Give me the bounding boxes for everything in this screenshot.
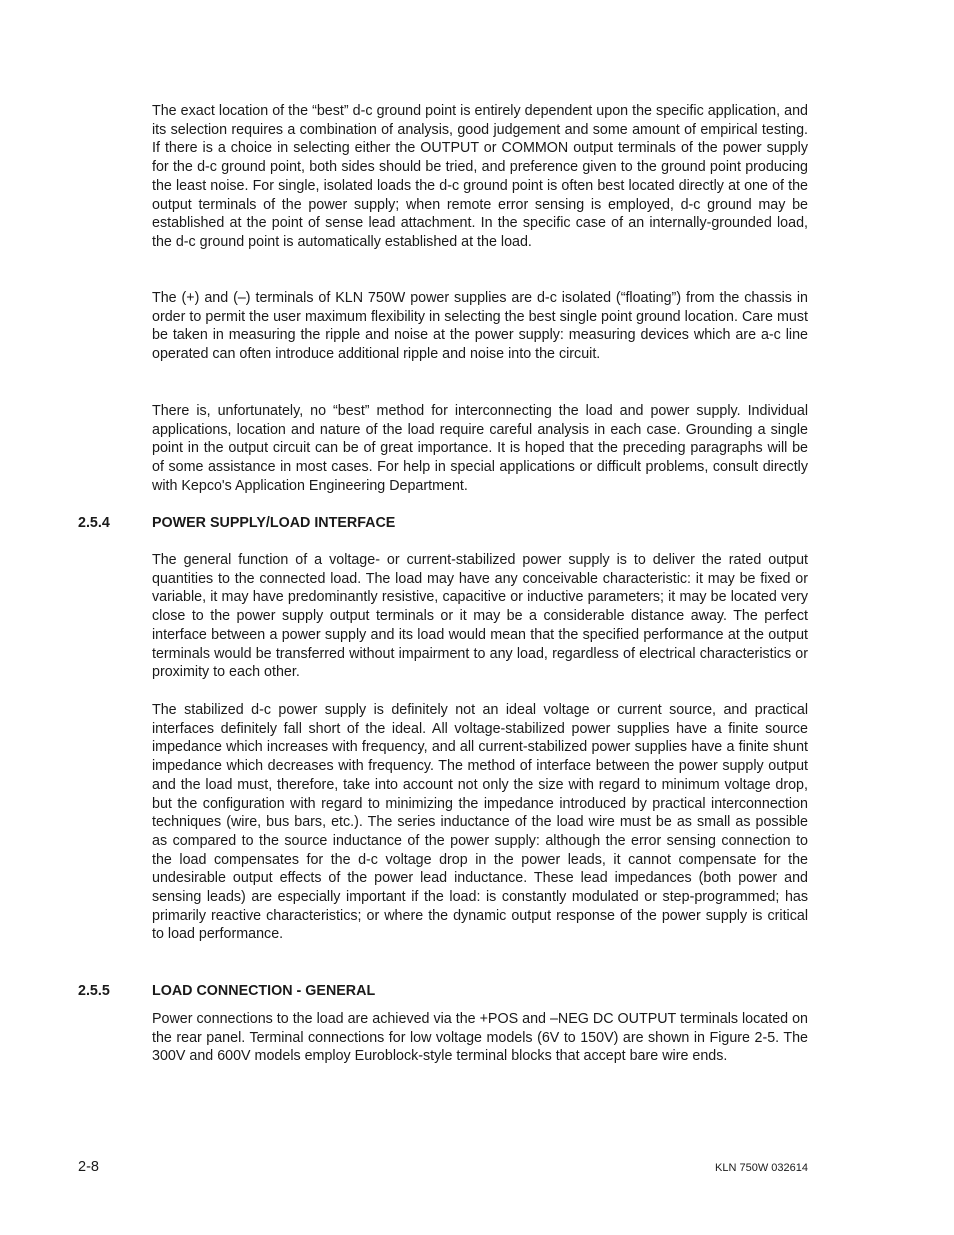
document-id: KLN 750W 032614 [715,1162,808,1174]
section-number: 2.5.4 [78,515,110,531]
section-title: POWER SUPPLY/LOAD INTERFACE [152,515,396,531]
paragraph-floating-terminals: The (+) and (–) terminals of KLN 750W power supplies are d-c isolated (“floating”) from the chassis in order to permit the user maximum flexibility in selecting the best single point ground location. Care must be taken in measuring the ripple and noise at the power supply: measuring devices which are a-c line operated can often introduce additional ripple and noise into the circuit. [152,290,808,363]
section-title: LOAD CONNECTION - GENERAL [152,983,376,999]
paragraph-dc-ground-location: The exact location of the “best” d-c ground point is entirely dependent upon the specific application, and its selection requires a combination of analysis, good judgement and some amount of empirical testing. If there is a choice in selecting either the OUTPUT or COMMON output terminals of the power supply for the d-c ground point, both sides should be tried, and preference given to the ground point producing the least noise. For single, isolated loads the d-c ground point is often best located directly at one of the output terminals of the power supply; when remote error sensing is employed, d-c ground may be established at the point of sense lead attachment. In the specific case of an internally-grounded load, the d-c ground point is automatically established at the load. [152,103,808,250]
section-number: 2.5.5 [78,983,110,999]
paragraph-power-connections: Power connections to the load are achieved via the +POS and –NEG DC OUTPUT terminals located on the rear panel. Terminal connections for low voltage models (6V to 150V) are shown in Figure 2-5. The 300V and 600V models employ Euroblock-style terminal blocks that accept bare wire ends. [152,1011,808,1065]
paragraph-interconnecting-method: There is, unfortunately, no “best” method for interconnecting the load and power supply. Individual applications, location and nature of the load require careful analysis in each case. Grounding a single point in the output circuit can be of great importance. It is hoped that the preceding paragraphs will be of some assistance in most cases. For help in special applications or difficult problems, consult directly with Kepco's Application Engineering Department. [152,403,808,494]
section-heading-2-5-5 [78,982,375,1000]
paragraph-stabilized-supply: The stabilized d-c power supply is definitely not an ideal voltage or current source, and practical interfaces definitely fall short of the ideal. All voltage-stabilized power supplies have a finite source impedance which increases with frequency, and all current-stabilized power supplies have a finite shunt impedance which decreases with frequency. The method of interface between the power supply output and the load must, therefore, take into account not only the size with regard to minimum voltage drop, but the configuration with regard to minimizing the impedance introduced by practical interconnection techniques (wire, bus bars, etc.). The series inductance of the load wire must be as small as possible as compared to the source inductance of the power supply: although the error sensing connection to the load compensates for the d-c voltage drop in the power leads, it cannot compensate for the undesirable output effects of the power lead inductance. These lead impedances (both power and sensing leads) are especially important if the load: is constantly modulated or step-programmed; has primarily reactive characteristics; or where the dynamic output response of the power supply is critical to load performance. [152,702,808,943]
section-heading-2-5-4 [78,514,395,532]
page-number: 2-8 [78,1159,99,1175]
paragraph-general-function: The general function of a voltage- or current-stabilized power supply is to deliver the rated output quantities to the connected load. The load may have any conceivable characteristic: it may be fixed or variable, it may have predominantly resistive, capacitive or inductive parameters; it may be located very close to the power supply output terminals or it may be a considerable distance away. The perfect interface between a power supply and its load would mean that the specified performance at the output terminals would be transferred without impairment to any load, regardless of electrical characteristics or proximity to each other. [152,552,808,681]
